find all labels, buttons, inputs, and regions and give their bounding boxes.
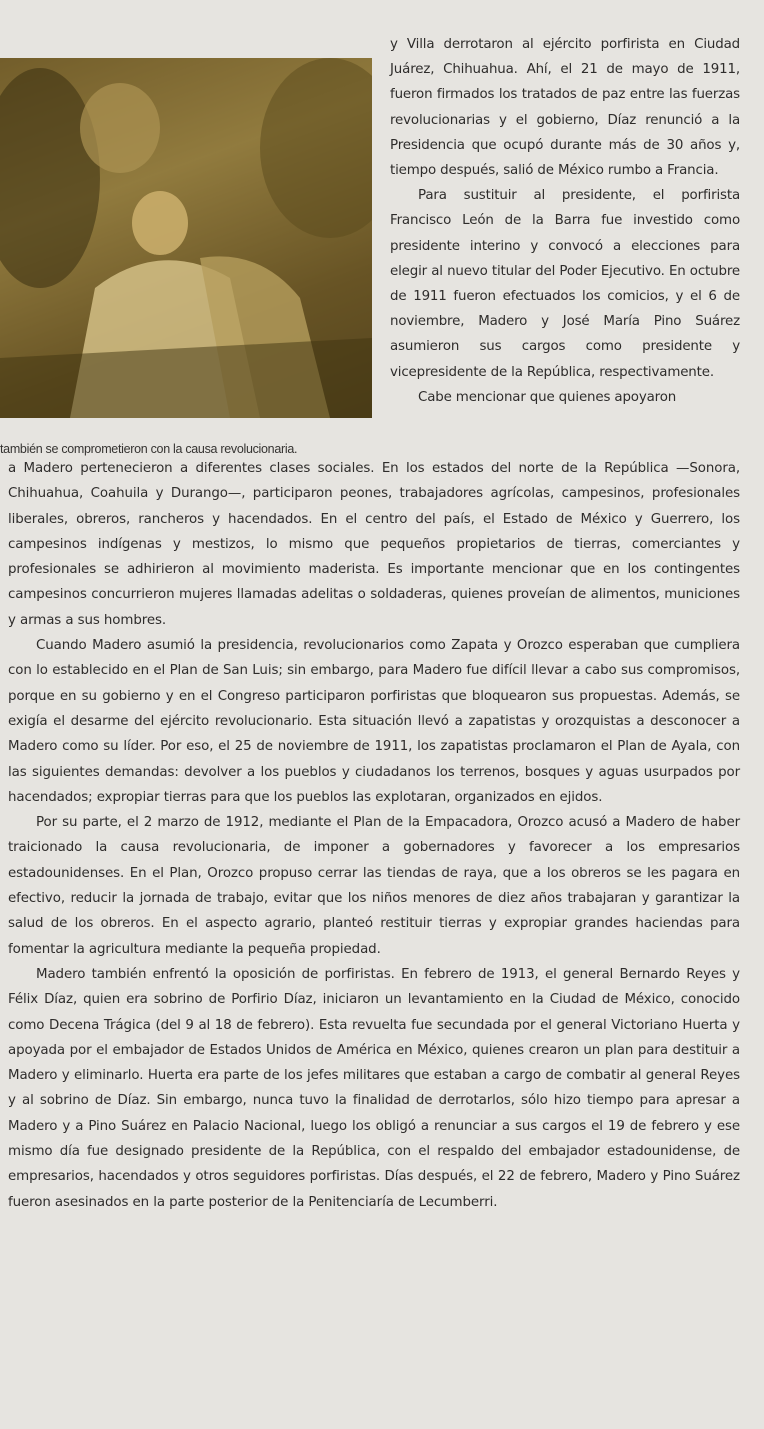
paragraph: y Villa derrotaron al ejército porfirista en Ciudad Juárez, Chihuahua. Ahí, el 21 de mayo de 1911, fueron firmados los tratados de paz entre las fuerzas revolucionarias y el gobierno, Díaz renunció a la Presidencia que ocupó durante más de 30 años y, tiempo después, salió de México rumbo a Francia. <box>390 37 740 179</box>
paragraph: Cabe mencionar que quienes apoyaron <box>418 389 677 405</box>
right-column-text <box>390 32 740 410</box>
paragraph: a Madero pertenecieron a diferentes clases sociales. En los estados del norte de la República —Sonora, Chihuahua, Coahuila y Durango—, participaron peones, trabajadores agrícolas, campesinos, profesionales liberales, obreros, rancheros y hacendados. En el centro del país, el Estado de México y Guerrero, los campesinos indígenas y mestizos, lo mismo que pequeños propietarios de tierras, comerciantes y profesionales se adhirieron al movimiento maderista. Es importante mencionar que en los contingentes campesinos concurrieron mujeres llamadas adelitas o soldaderas, quienes proveían de alimentos, municiones y armas a sus hombres. <box>8 461 740 628</box>
paragraph: Cuando Madero asumió la presidencia, revolucionarios como Zapata y Orozco esperaban que cumpliera con lo establecido en el Plan de San Luis; sin embargo, para Madero fue difícil llevar a cabo sus compromisos, porque en su gobierno y en el Congreso participaron porfiristas que bloquearon sus propuestas. Además, se exigía el desarme del ejército revolucionario. Esta situación llevó a zapatistas y orozquistas a desconocer a Madero como su líder. Por eso, el 25 de noviembre de 1911, los zapatistas proclamaron el Plan de Ayala, con las siguientes demandas: devolver a los pueblos y ciudadanos los terrenos, bosques y aguas usurpados por hacendados; expropiar tierras para que los pueblos las explotaran, organizados en ejidos. <box>8 638 740 805</box>
paragraph: Por su parte, el 2 marzo de 1912, mediante el Plan de la Empacadora, Orozco acusó a Madero de haber traicionado la causa revolucionaria, de imponer a gobernadores y favorecer a los empresarios estadounidenses. En el Plan, Orozco propuso cerrar las tiendas de raya, que a los obreros se les pagara en efectivo, reducir la jornada de trabajo, evitar que los niños menores de diez años trabajaran y garantizar la salud de los obreros. En el aspecto agrario, planteó restituir tierras y expropiar grandes haciendas para fomentar la agricultura mediante la pequeña propiedad. <box>8 815 740 957</box>
photo-illustration <box>0 58 372 418</box>
paragraph: Madero también enfrentó la oposición de porfiristas. En febrero de 1913, el general Bernardo Reyes y Félix Díaz, quien era sobrino de Porfirio Díaz, iniciaron un levantamiento en la Ciudad de México, conocido como Decena Trágica (del 9 al 18 de febrero). Esta revuelta fue secundada por el general Victoriano Huerta y apoyada por el embajador de Estados Unidos de América en México, quienes crearon un plan para destituir a Madero y eliminarlo. Huerta era parte de los jefes militares que estaban a cargo de combatir al general Reyes y al sobrino de Díaz. Sin embargo, nunca tuvo la finalidad de derrotarlos, sólo hizo tiempo para apresar a Madero y a Pino Suárez en Palacio Nacional, luego los obligó a renunciar a sus cargos el 19 de febrero y ese mismo día fue designado presidente de la República, con el respaldo del embajador estadounidense, de empresarios, hacendados y otros seguidores porfiristas. Días después, el 22 de febrero, Madero y Pino Suárez fueron asesinados en la parte posterior de la Penitenciaría de Lecumberri. <box>8 966 740 1210</box>
body-text <box>8 456 740 1215</box>
historical-photo <box>0 58 372 418</box>
paragraph: Para sustituir al presidente, el porfirista Francisco León de la Barra fue investido como presidente interino y convocó a elecciones para elegir al nuevo titular del Poder Ejecutivo. En octubre de 1911 fueron efectuados los comicios, y el 6 de noviembre, Madero y José María Pino Suárez asumieron sus cargos como presidente y vicepresidente de la República, respectivamente. <box>390 188 740 380</box>
photo-caption: también se comprometieron con la causa revolucionaria. <box>0 442 298 456</box>
